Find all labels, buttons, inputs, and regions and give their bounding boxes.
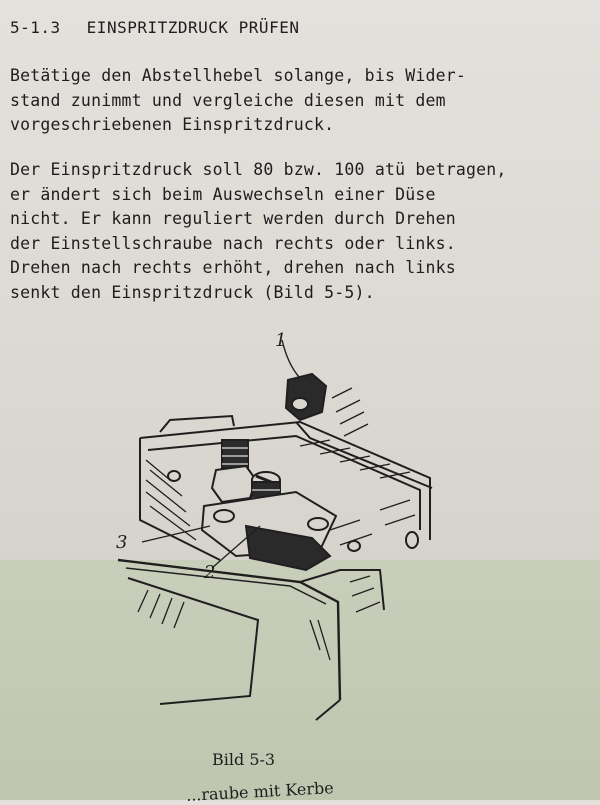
text-line: Betätige den Abstellhebel solange, bis Wider- bbox=[10, 66, 467, 85]
paragraph-2 bbox=[10, 158, 507, 305]
callout-2: 2 bbox=[204, 562, 216, 583]
section-heading bbox=[10, 18, 299, 37]
adjusting-screw bbox=[212, 440, 256, 502]
text-line: vorgeschriebenen Einspritzdruck. bbox=[10, 115, 335, 134]
text-line: Der Einspritzdruck soll 80 bzw. 100 atü betragen, bbox=[10, 160, 507, 179]
text-line: der Einstellschraube nach rechts oder links. bbox=[10, 233, 456, 253]
callout-3: 3 bbox=[116, 532, 128, 553]
hex-nut-part bbox=[286, 374, 368, 436]
figure-subcaption: ...raube mit Kerbe bbox=[185, 778, 335, 805]
text-line: nicht. Er kann reguliert werden durch Drehen bbox=[10, 209, 456, 228]
text-line: Drehen nach rechts erhöht, drehen nach links bbox=[10, 258, 456, 277]
text-line: er ändert sich beim Auswechseln einer Düse bbox=[10, 184, 436, 204]
figure-caption: Bild 5-3 bbox=[212, 750, 276, 769]
text-line: stand zunimmt und vergleiche diesen mit dem bbox=[10, 90, 446, 110]
section-title: EINSPRITZDRUCK PRÜFEN bbox=[86, 18, 300, 37]
paragraph-1 bbox=[10, 64, 466, 138]
text-line: senkt den Einspritzdruck (Bild 5-5). bbox=[10, 282, 375, 302]
section-number: 5-1.3 bbox=[10, 18, 61, 37]
callout-1: 1 bbox=[275, 330, 287, 351]
injector-illustration bbox=[0, 320, 600, 740]
